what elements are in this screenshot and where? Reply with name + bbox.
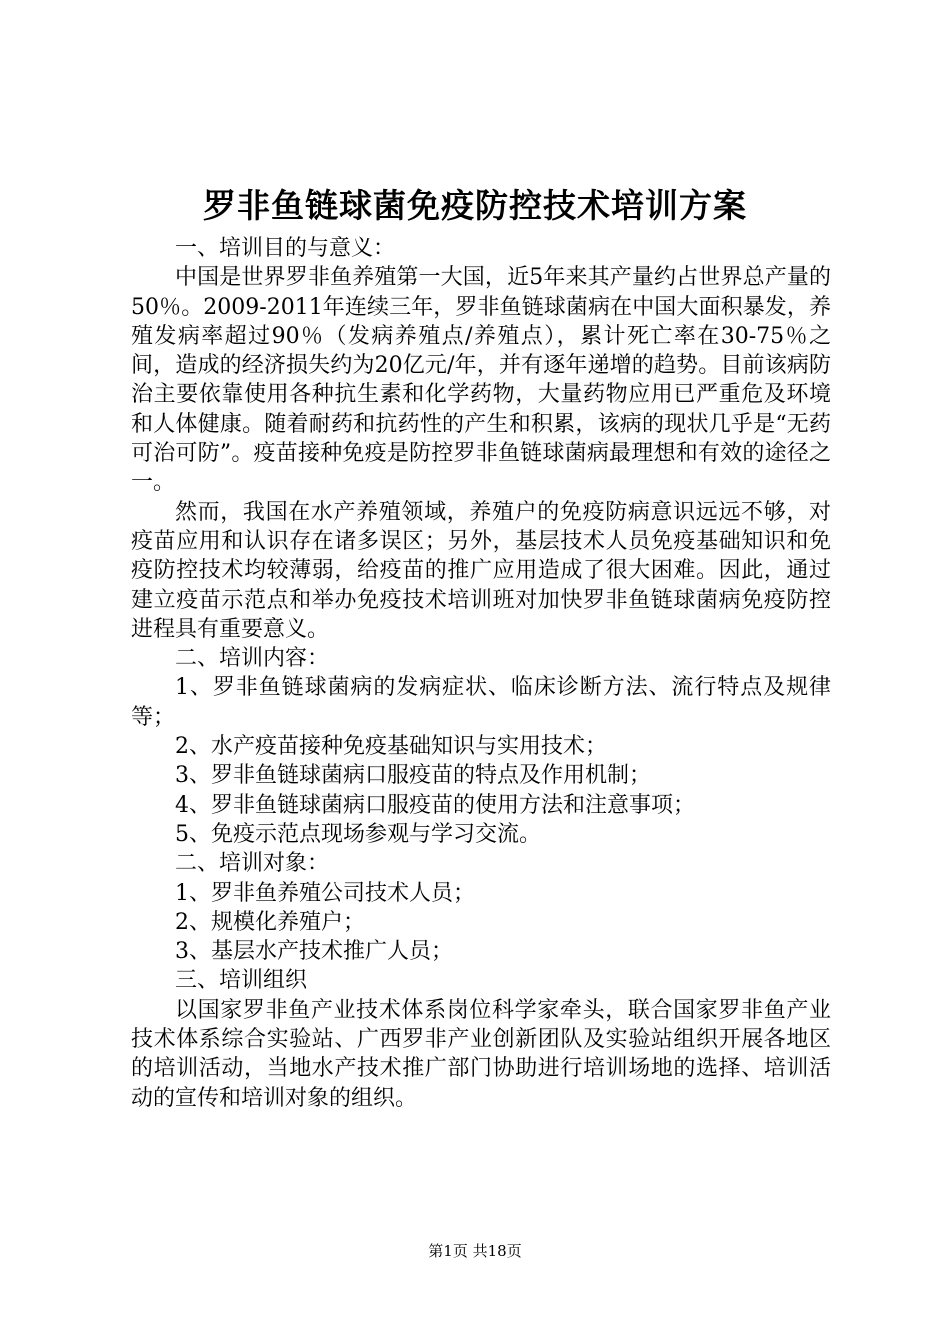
document-title: 罗非鱼链球菌免疫防控技术培训方案 xyxy=(203,186,747,225)
content-item-1: 1、罗非鱼链球菌病的发病症状、临床诊断方法、流行特点及规律等； xyxy=(131,675,831,730)
section-heading-audience: 二、培训对象： xyxy=(175,851,330,877)
content-item-3: 3、罗非鱼链球菌病口服疫苗的特点及作用机制； xyxy=(175,763,651,789)
audience-item-1: 1、罗非鱼养殖公司技术人员； xyxy=(175,880,475,906)
paragraph-organization: 以国家罗非鱼产业技术体系岗位科学家牵头，联合国家罗非鱼产业技术体系综合实验站、广西罗非产业创新团队及实验站组织开展各地区的培训活动，当地水产技术推广部门协助进行培训场地的选择、培训活动的宣传和培训对象的组织。 xyxy=(131,997,831,1111)
content-item-4: 4、罗非鱼链球菌病口服疫苗的使用方法和注意事项； xyxy=(175,792,695,818)
page-footer xyxy=(0,1241,950,1261)
section-heading-content: 二、培训内容： xyxy=(175,646,330,672)
content-item-2: 2、水产疫苗接种免疫基础知识与实用技术； xyxy=(175,734,607,760)
content-item-5: 5、免疫示范点现场参观与学习交流。 xyxy=(175,821,541,847)
audience-item-3: 3、基层水产技术推广人员； xyxy=(175,939,453,965)
paragraph-problem: 然而，我国在水产养殖领域，养殖户的免疫防病意识远远不够，对疫苗应用和认识存在诸多误区；另外，基层技术人员免疫基础知识和免疫防控技术均较薄弱，给疫苗的推广应用造成了很大困难。因此，通过建立疫苗示范点和举办免疫技术培训班对加快罗非鱼链球菌病免疫防控进程具有重要意义。 xyxy=(131,499,831,642)
section-heading-organization: 三、培训组织 xyxy=(175,968,308,994)
paragraph-background: 中国是世界罗非鱼养殖第一大国，近5年来其产量约占世界总产量的50％。2009-2011年连续三年，罗非鱼链球菌病在中国大面积暴发，养殖发病率超过90％（发病养殖点/养殖点），累计死亡率在30-75％之间，造成的经济损失约为20亿元/年，并有逐年递增的趋势。目前该病防治主要依靠使用各种抗生素和化学药物，大量药物应用已严重危及环境和人体健康。随着耐药和抗药性的产生和积累，该病的现状几乎是“无药可治可防”。疫苗接种免疫是防控罗非鱼链球菌病最理想和有效的途径之一。 xyxy=(131,265,831,496)
audience-item-2: 2、规模化养殖户； xyxy=(175,909,365,935)
page-number: 第1页 xyxy=(428,1242,468,1260)
document-body xyxy=(131,234,831,1113)
section-heading-purpose: 一、培训目的与意义： xyxy=(175,236,396,261)
page-total: 共18页 xyxy=(472,1242,522,1260)
